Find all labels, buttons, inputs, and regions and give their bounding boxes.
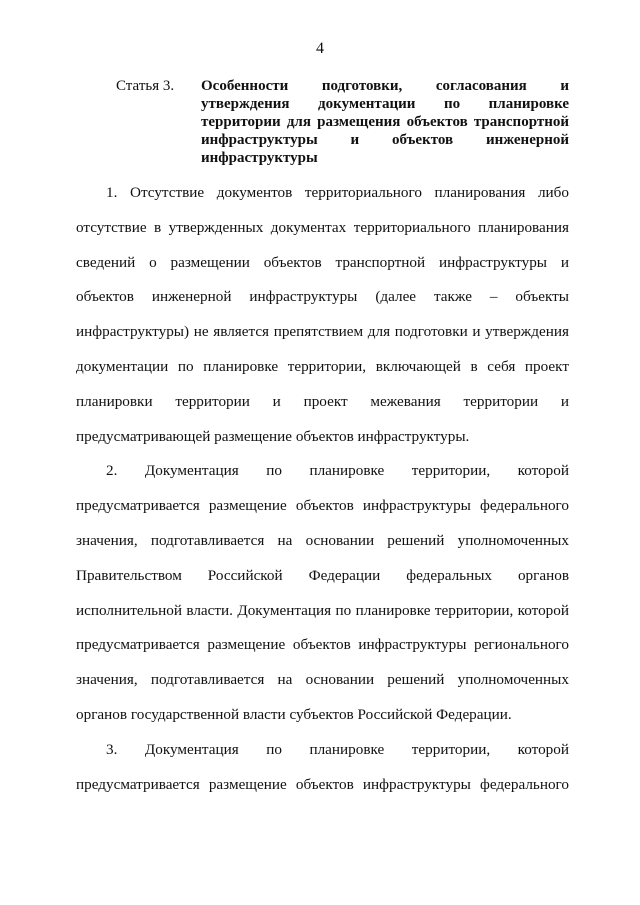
paragraph-line: 2. Документация по планировке территории, которой bbox=[106, 462, 569, 480]
paragraph-line: отсутствие в утвержденных документах территориального планирования bbox=[76, 218, 569, 236]
article-label: Статья 3. bbox=[116, 78, 175, 94]
paragraph-3 bbox=[76, 733, 569, 803]
paragraph-line: Правительством Российской Федерации федеральных органов bbox=[76, 566, 569, 584]
paragraph-1 bbox=[76, 176, 569, 454]
paragraph-line: исполнительной власти. Документация по планировке территории, которой bbox=[76, 601, 569, 619]
paragraph-line: документации по планировке территории, включающей в себя проект bbox=[76, 357, 569, 375]
paragraph-line: 1. Отсутствие документов территориального планирования либо bbox=[106, 184, 569, 201]
paragraph-line: предусматривается размещение объектов инфраструктуры федерального bbox=[76, 775, 569, 793]
paragraph-line: органов государственной власти субъектов Российской Федерации. bbox=[76, 705, 512, 723]
paragraph-line: объектов инженерной инфраструктуры (далее также – объекты bbox=[76, 288, 569, 306]
article-title-line: инфраструктуры и объектов инженерной bbox=[201, 132, 569, 148]
article-title-line: утверждения документации по планировке bbox=[201, 96, 569, 112]
paragraph-line: значения, подготавливается на основании решений уполномоченных bbox=[76, 671, 569, 689]
paragraph-line: планировки территории и проект межевания территории и bbox=[76, 392, 569, 410]
paragraph-line: предусматривается размещение объектов инфраструктуры регионального bbox=[76, 636, 569, 654]
paragraph-2 bbox=[76, 454, 569, 732]
paragraph-line: значения, подготавливается на основании решений уполномоченных bbox=[76, 531, 569, 549]
paragraph-line: 3. Документация по планировке территории, которой bbox=[106, 740, 569, 758]
paragraph-line: сведений о размещении объектов транспортной инфраструктуры и bbox=[76, 253, 569, 271]
article-title bbox=[201, 77, 569, 167]
paragraph-line: предусматривается размещение объектов инфраструктуры федерального bbox=[76, 497, 569, 515]
article-title-line: Особенности подготовки, согласования и bbox=[201, 78, 569, 94]
article-body bbox=[76, 176, 569, 802]
paragraph-line: инфраструктуры) не является препятствием для подготовки и утверждения bbox=[76, 323, 569, 341]
paragraph-line: предусматривающей размещение объектов инфраструктуры. bbox=[76, 427, 470, 445]
page-number: 4 bbox=[316, 40, 324, 57]
article-title-line: территории для размещения объектов транспортной bbox=[201, 114, 569, 130]
article-title-line: инфраструктуры bbox=[201, 150, 318, 166]
